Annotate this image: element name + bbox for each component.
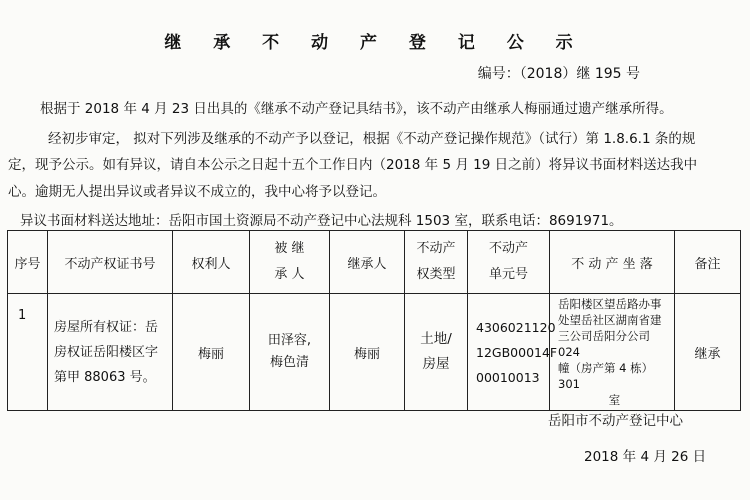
header-note: 备注 <box>675 231 741 294</box>
cell-heir: 梅丽 <box>330 294 405 411</box>
cell-unit-number: 4306021120 12GB00014F 00010013 <box>468 294 550 411</box>
header-location: 不 动 产 坐 落 <box>550 231 675 294</box>
issuing-authority: 岳阳市不动产登记中心 <box>548 413 683 429</box>
paragraph-review-line1: 经初步审定， 拟对下列涉及继承的不动产予以登记，根据《不动产登记操作规范》（试行）第 1.8.6.1 条的规 <box>48 131 696 147</box>
document-number: 编号：（2018）继 195 号 <box>477 66 640 82</box>
cell-note: 继承 <box>675 294 741 411</box>
paragraph-review-line3: 心。逾期无人提出异议或者异议不成立的，我中心将予以登记。 <box>8 184 386 200</box>
header-right-type: 不动产 权类型 <box>405 231 468 294</box>
cell-right-type: 土地/ 房屋 <box>405 294 468 411</box>
paragraph-review-line2: 定，现予公示。如有异议，请自本公示之日起十五个工作日内（2018 年 5 月 19 日之前）将异议书面材料送达我中 <box>8 157 698 173</box>
header-seq: 序号 <box>8 231 48 294</box>
table-row <box>8 294 741 411</box>
cell-seq: 1 <box>8 294 48 411</box>
table-header-row <box>8 231 741 294</box>
page-title: 继 承 不 动 产 登 记 公 示 <box>164 33 586 53</box>
header-heir-from: 被 继 承 人 <box>250 231 330 294</box>
cell-location: 岳阳楼区望岳路办事 处望岳社区湖南省建 三公司岳阳分公司 024 幢（房产第 4 栋）301 室 <box>550 294 675 411</box>
header-heir: 继承人 <box>330 231 405 294</box>
paragraph-basis: 根据于 2018 年 4 月 23 日出具的《继承不动产登记具结书》，该不动产由继承人梅丽通过遗产继承所得。 <box>40 101 673 117</box>
cell-heir-from: 田泽容, 梅色清 <box>250 294 330 411</box>
cell-holder: 梅丽 <box>173 294 250 411</box>
header-holder: 权利人 <box>173 231 250 294</box>
registration-table <box>7 230 741 411</box>
objection-address: 异议书面材料送达地址：岳阳市国土资源局不动产登记中心法规科 1503 室，联系电话：8691971。 <box>20 213 623 229</box>
cell-cert: 房屋所有权证：岳 房权证岳阳楼区字 第甲 88063 号。 <box>48 294 173 411</box>
issue-date: 2018 年 4 月 26 日 <box>584 449 707 465</box>
header-cert: 不动产权证书号 <box>48 231 173 294</box>
header-unit-number: 不动产 单元号 <box>468 231 550 294</box>
